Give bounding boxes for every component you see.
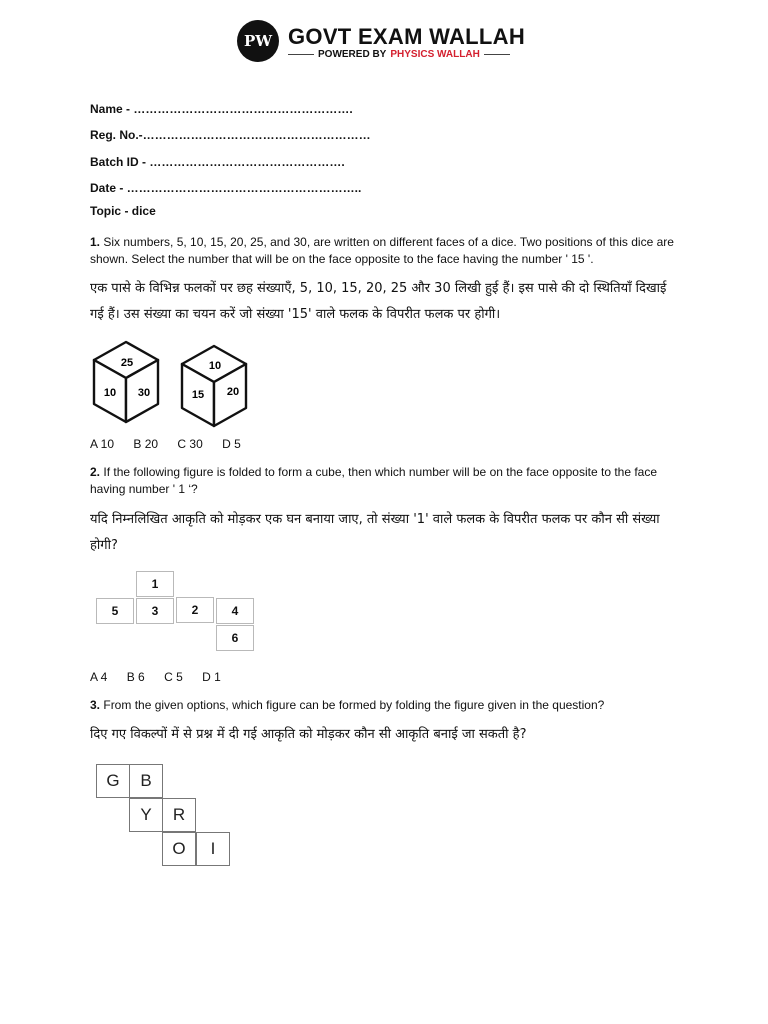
q1-option-d[interactable]: D 5 [222,437,241,451]
q2-option-d[interactable]: D 1 [202,670,221,684]
net-cell-3: 3 [136,598,174,624]
dice-figures [88,338,268,430]
dice-2-left: 15 [191,389,205,401]
q1-option-c[interactable]: C 30 [177,437,203,451]
q1-option-a[interactable]: A 10 [90,437,115,451]
brand-title: GOVT EXAM WALLAH [288,24,526,49]
name-field: Name - ………………………………………………. [90,102,353,116]
q3-english: From the given options, which figure can be formed by folding the figure given in the question? [103,698,605,712]
q3-text-en [90,697,680,714]
q2-number: 2. [90,465,101,479]
net-cell-2: 2 [176,597,214,623]
net-cell-o: O [162,832,196,866]
net-cell-i: I [196,832,230,866]
q2-option-a[interactable]: A 4 [90,670,108,684]
pw-logo-letters: PW [243,32,273,50]
dice-1-right: 30 [137,387,151,399]
reg-no-field: Reg. No.-………………………………………………… [90,128,371,142]
q2-option-b[interactable]: B 6 [126,670,145,684]
subtitle-rule-right [484,54,510,55]
net-cell-r: R [162,798,196,832]
q2-option-c[interactable]: C 5 [164,670,183,684]
q2-cube-net [94,571,258,653]
dice-2-right: 20 [226,386,240,398]
net-cell-5: 5 [96,598,134,624]
net-cell-g: G [96,764,130,798]
q3-number: 3. [90,698,101,712]
batch-id-field: Batch ID - …………………………………………. [90,155,345,169]
q1-options [90,437,257,451]
net-cell-b: B [129,764,163,798]
date-field: Date - ………………………………………………….. [90,181,362,195]
net-cell-4: 4 [216,598,254,624]
brand-subtitle [288,49,510,60]
q3-letter-net [96,764,236,870]
dice-1-left: 10 [103,387,117,399]
net-cell-6: 6 [216,625,254,651]
q2-text-en [90,464,680,498]
dice-1 [94,342,158,422]
q2-english: If the following figure is folded to form a cube, then which number will be on the face opposite to the face having number ' 1 ‘? [90,465,658,496]
q1-english: Six numbers, 5, 10, 15, 20, 25, and 30, are written on different faces of a dice. Two positions of this dice are shown. Select the number that will be on the face opposite to the face having the number ' 15 '. [90,235,674,266]
dice-1-top: 25 [120,357,134,369]
subtitle-brand: PHYSICS WALLAH [390,49,480,60]
net-cell-1: 1 [136,571,174,597]
net-cell-y: Y [129,798,163,832]
q1-text-en [90,234,680,268]
q1-number: 1. [90,235,101,249]
q1-option-b[interactable]: B 20 [133,437,159,451]
topic-label: Topic - dice [90,204,156,218]
pw-logo [237,20,279,62]
q2-text-hi: यदि निम्नलिखित आकृति को मोड़कर एक घन बनाया जाए, तो संख्या '1' वाले फलक के विपरीत फलक पर कौन सी संख्या होगी? [90,512,660,553]
q3-text-hi: दिए गए विकल्पों में से प्रश्न में दी गई आकृति को मोड़कर कौन सी आकृति बनाई जा सकती है? [90,727,527,742]
q2-options [90,670,237,684]
subtitle-rule-left [288,54,314,55]
dice-2-top: 10 [208,360,222,372]
subtitle-prefix: POWERED BY [318,49,387,60]
q1-text-hi: एक पासे के विभिन्न फलकों पर छह संख्याएँ, 5, 10, 15, 20, 25 और 30 लिखी हुई हैं। इस पासे की दो स्थितियाँ दिखाई गई हैं। उस संख्या का चयन करें जो संख्या '15' वाले फलक के विपरीत फलक पर होगी। [90,281,667,322]
